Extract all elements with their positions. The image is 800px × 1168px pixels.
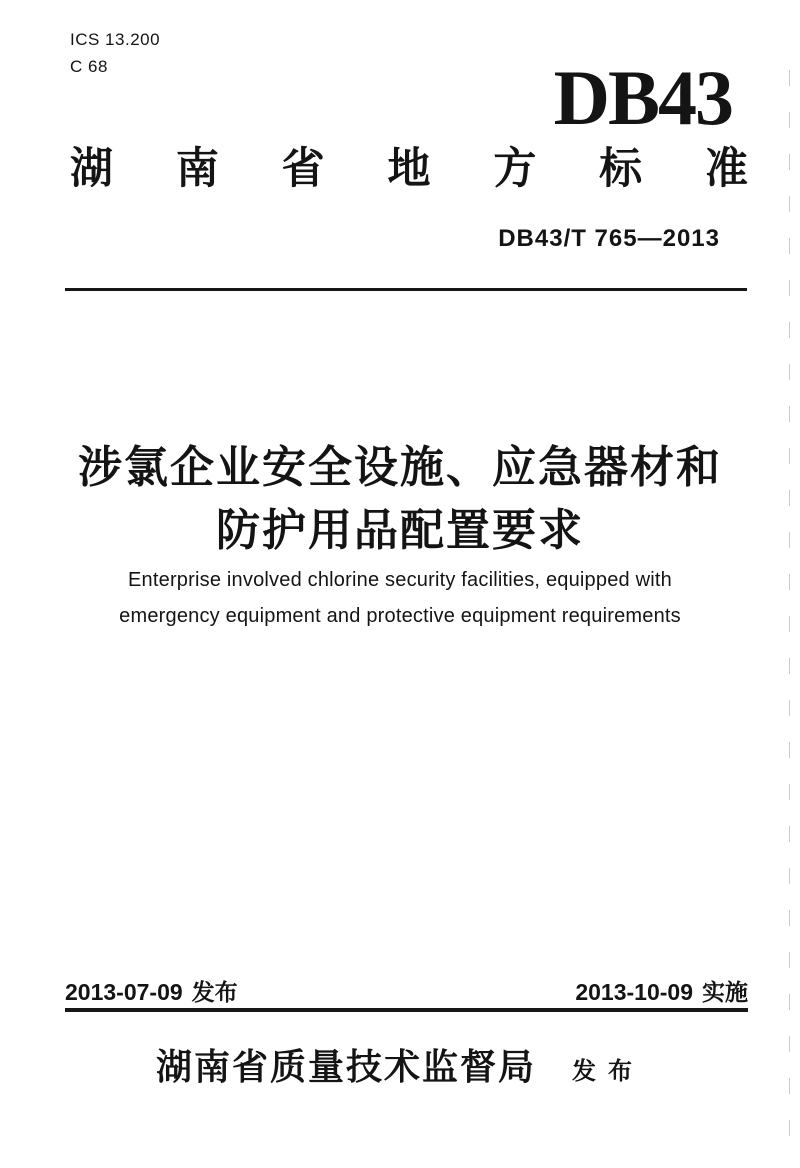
- standard-title-chinese: [0, 436, 800, 562]
- dates-row: [65, 974, 748, 1007]
- implementation-label: 实施: [702, 979, 748, 1005]
- type-char: 地: [387, 145, 431, 193]
- ics-classification-block: [70, 26, 160, 80]
- footer-divider-rule: [65, 1008, 748, 1012]
- issue-label: 发布: [191, 979, 238, 1005]
- implementation-date: 2013-10-09: [575, 979, 693, 1005]
- issue-date: 2013-07-09: [65, 979, 183, 1005]
- type-char: 省: [281, 145, 325, 193]
- standard-number: DB43/T 765—2013: [498, 225, 720, 252]
- type-char: 标: [599, 145, 643, 193]
- header-divider-rule: [65, 288, 747, 291]
- issue-date-group: [65, 974, 238, 1007]
- db43-logo: DB43: [553, 54, 732, 141]
- type-char: 准: [704, 145, 748, 193]
- publisher-row: [0, 1046, 800, 1093]
- type-char: 方: [493, 145, 537, 193]
- title-en-line1: Enterprise involved chlorine security facilities, equipped with: [128, 569, 672, 591]
- implementation-date-group: [575, 974, 748, 1007]
- title-cn-line1: 涉氯企业安全设施、应急器材和: [78, 443, 722, 492]
- publisher-name: 湖南省质量技术监督局: [155, 1046, 536, 1087]
- scan-artifact-line: [789, 70, 790, 1160]
- standard-type-title: [70, 144, 748, 194]
- title-cn-line2: 防护用品配置要求: [216, 506, 584, 555]
- title-en-line2: emergency equipment and protective equipment requirements: [119, 605, 681, 627]
- type-char: 湖: [70, 145, 113, 193]
- classification-code: C 68: [70, 57, 108, 76]
- publisher-issue-label: 发布: [572, 1058, 644, 1085]
- standard-title-english: [0, 562, 800, 634]
- ics-code: ICS 13.200: [70, 30, 161, 49]
- type-char: 南: [175, 145, 219, 193]
